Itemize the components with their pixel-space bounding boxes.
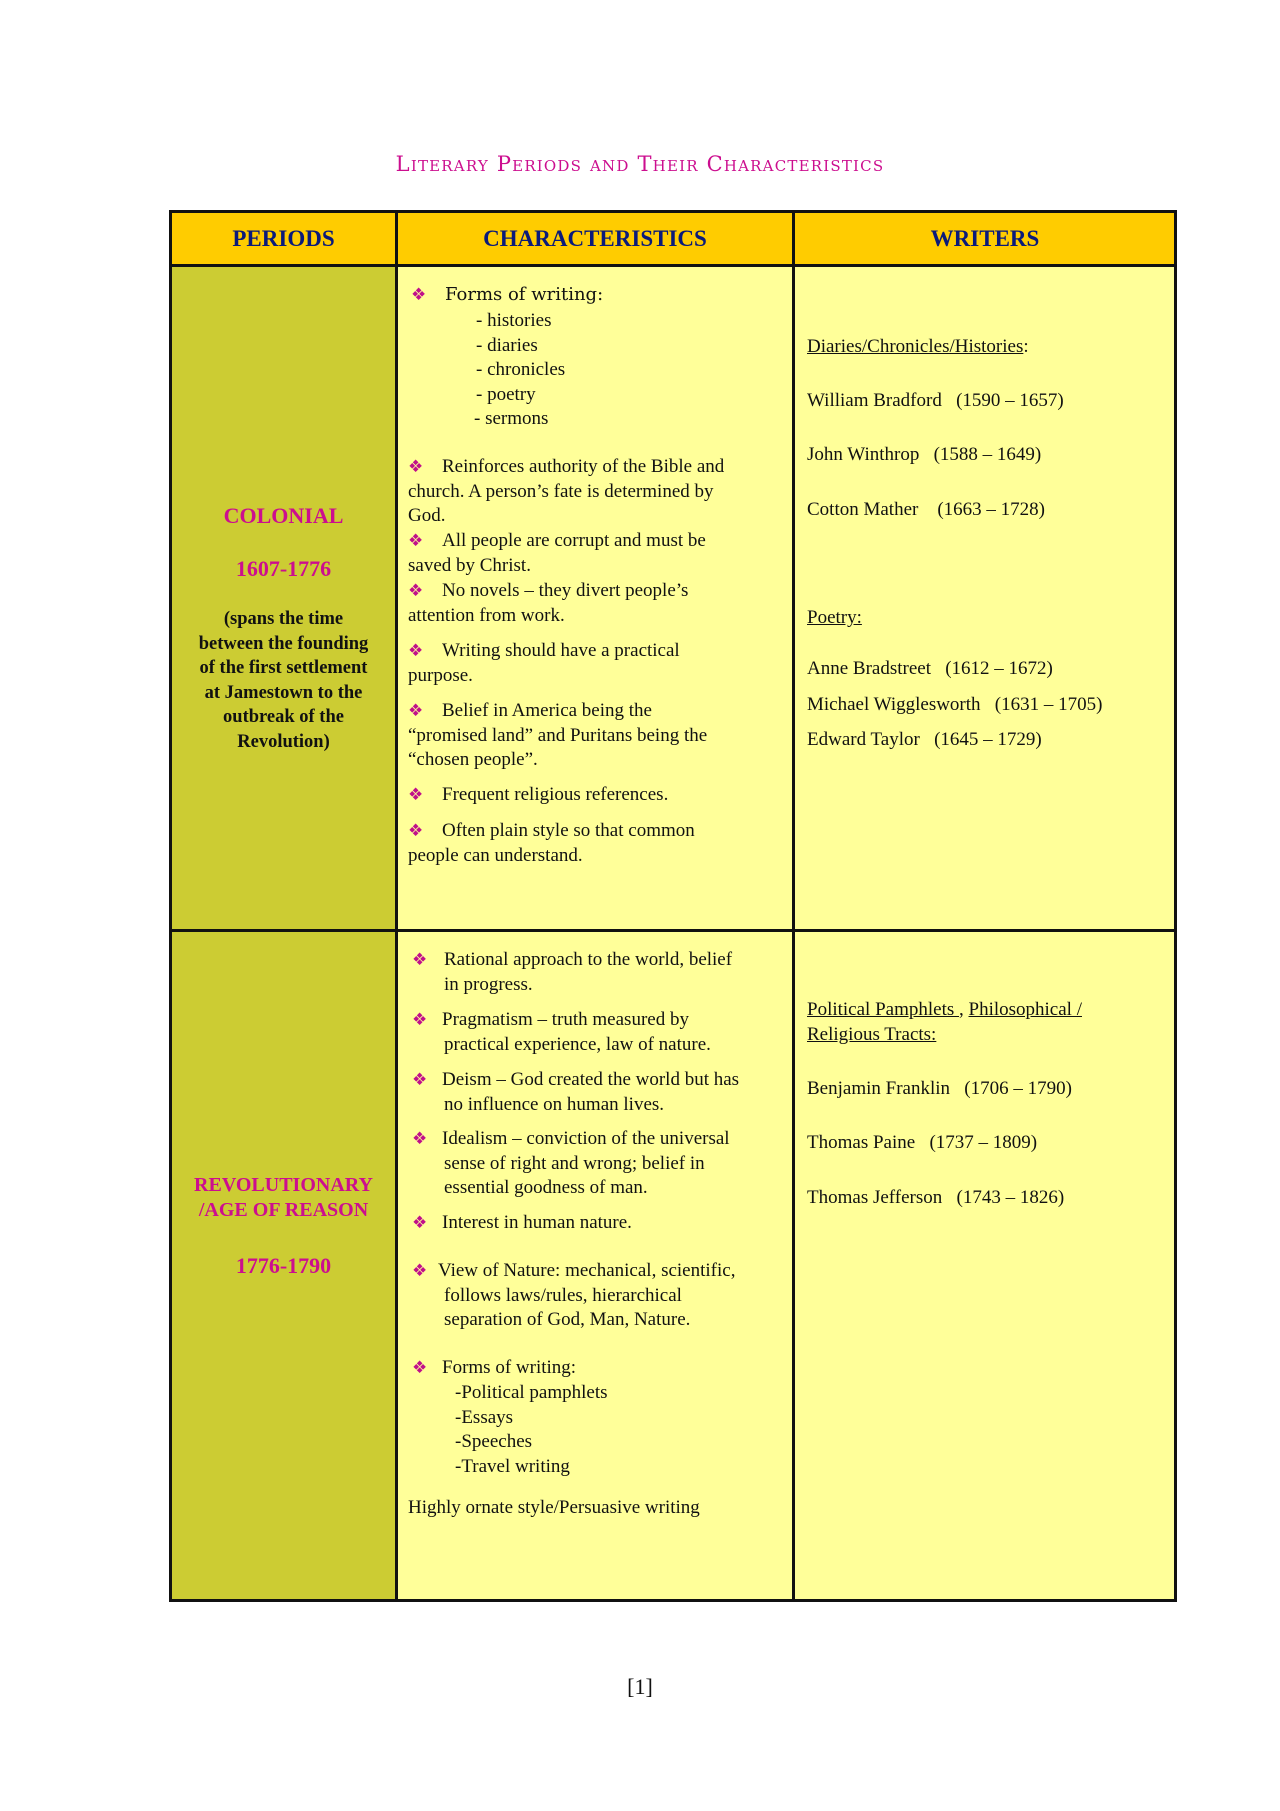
writer-entry: William Bradford (1590 – 1657)	[807, 390, 1064, 411]
diamond-bullet-icon: ❖	[408, 821, 424, 840]
header-writers: WRITERS	[930, 226, 1040, 251]
colonial-char-6: ❖ Frequent religious references.	[408, 783, 668, 808]
colonial-period-label	[172, 503, 395, 754]
diamond-bullet-icon: ❖	[412, 1213, 428, 1232]
diamond-bullet-icon: ❖	[412, 1129, 428, 1148]
writer-entry: Anne Bradstreet (1612 – 1672)	[807, 658, 1053, 679]
header-characteristics: CHARACTERISTICS	[483, 226, 707, 251]
revolutionary-forms-heading: ❖ Forms of writing:	[412, 1356, 576, 1381]
writer-entry: Thomas Jefferson (1743 – 1826)	[807, 1187, 1065, 1208]
diamond-bullet-icon: ❖	[408, 531, 424, 550]
diamond-bullet-icon: ❖	[408, 457, 424, 476]
colonial-forms-heading: ❖ Forms of writing:	[411, 283, 603, 308]
diamond-bullet-icon: ❖	[412, 1261, 428, 1280]
colonial-char-3: ❖ No novels – they divert people’s attention from work.	[408, 580, 689, 626]
period-name: /AGE OF REASON	[198, 1199, 369, 1221]
colonial-writers-heading-2: Poetry:	[807, 607, 862, 628]
revolutionary-period-label	[172, 1173, 395, 1279]
writer-entry: Benjamin Franklin (1706 – 1790)	[807, 1078, 1072, 1099]
revolutionary-char-5: ❖ Interest in human nature.	[412, 1211, 632, 1236]
revolutionary-writers-heading: Political Pamphlets , Philosophical / Religious Tracts:	[807, 999, 1082, 1045]
page-number: [1]	[627, 1674, 653, 1699]
period-years: 1607-1776	[235, 556, 332, 581]
writer-entry: Thomas Paine (1737 – 1809)	[807, 1132, 1038, 1153]
period-name: COLONIAL	[223, 503, 344, 528]
diamond-bullet-icon: ❖	[408, 581, 424, 600]
row-divider	[172, 929, 1174, 932]
colonial-char-7: ❖ Often plain style so that common people can understand.	[408, 820, 695, 866]
colonial-char-5: ❖ Belief in America being the “promised land” and Puritans being the “chosen people”.	[408, 700, 708, 770]
diamond-bullet-icon: ❖	[408, 701, 424, 720]
writer-entry: Michael Wigglesworth (1631 – 1705)	[807, 694, 1103, 715]
page-title: Literary Periods and Their Characteristics	[395, 152, 885, 176]
period-name: REVOLUTIONARY	[194, 1174, 373, 1196]
diamond-bullet-icon: ❖	[408, 785, 424, 804]
colonial-forms-list: - histories - diaries - chronicles - poetry - sermons	[474, 310, 566, 429]
colonial-char-1: ❖ Reinforces authority of the Bible and church. A person’s fate is determined by God.	[408, 456, 725, 526]
writer-entry: John Winthrop (1588 – 1649)	[807, 444, 1042, 465]
revolutionary-char-4: ❖ Idealism – conviction of the universal sense of right and wrong; belief in essential goodness of man.	[412, 1128, 730, 1198]
diamond-bullet-icon: ❖	[412, 1010, 428, 1029]
column-divider	[395, 213, 398, 1599]
diamond-bullet-icon: ❖	[411, 285, 427, 304]
header-periods: PERIODS	[232, 226, 335, 251]
colonial-char-2: ❖ All people are corrupt and must be saved by Christ.	[408, 530, 706, 576]
diamond-bullet-icon: ❖	[412, 950, 428, 969]
colonial-writers-heading-1: Diaries/Chronicles/Histories:	[807, 336, 1029, 357]
diamond-bullet-icon: ❖	[408, 641, 424, 660]
diamond-bullet-icon: ❖	[412, 1358, 428, 1377]
revolutionary-style-note: Highly ornate style/Persuasive writing	[408, 1497, 700, 1518]
revolutionary-char-2: ❖ Pragmatism – truth measured by practical experience, law of nature.	[412, 1009, 711, 1055]
revolutionary-char-1: ❖ Rational approach to the world, belief in progress.	[412, 949, 733, 995]
writer-entry: Edward Taylor (1645 – 1729)	[807, 729, 1042, 750]
periods-table	[169, 210, 1177, 1602]
table-header-row	[172, 213, 1174, 267]
column-divider	[792, 213, 795, 1599]
diamond-bullet-icon: ❖	[412, 1070, 428, 1089]
period-note: (spans the time between the founding of the first settlement at Jamestown to the outbreak of the Revolution)	[198, 609, 369, 752]
period-years: 1776-1790	[235, 1253, 332, 1278]
revolutionary-forms-list: -Political pamphlets -Essays -Speeches -Travel writing	[455, 1382, 608, 1477]
colonial-char-4: ❖ Writing should have a practical purpose.	[408, 640, 680, 686]
writer-entry: Cotton Mather (1663 – 1728)	[807, 499, 1046, 520]
revolutionary-char-3: ❖ Deism – God created the world but has no influence on human lives.	[412, 1069, 740, 1115]
revolutionary-char-6: ❖ View of Nature: mechanical, scientific, follows laws/rules, hierarchical separation of God, Man, Nature.	[412, 1260, 736, 1330]
